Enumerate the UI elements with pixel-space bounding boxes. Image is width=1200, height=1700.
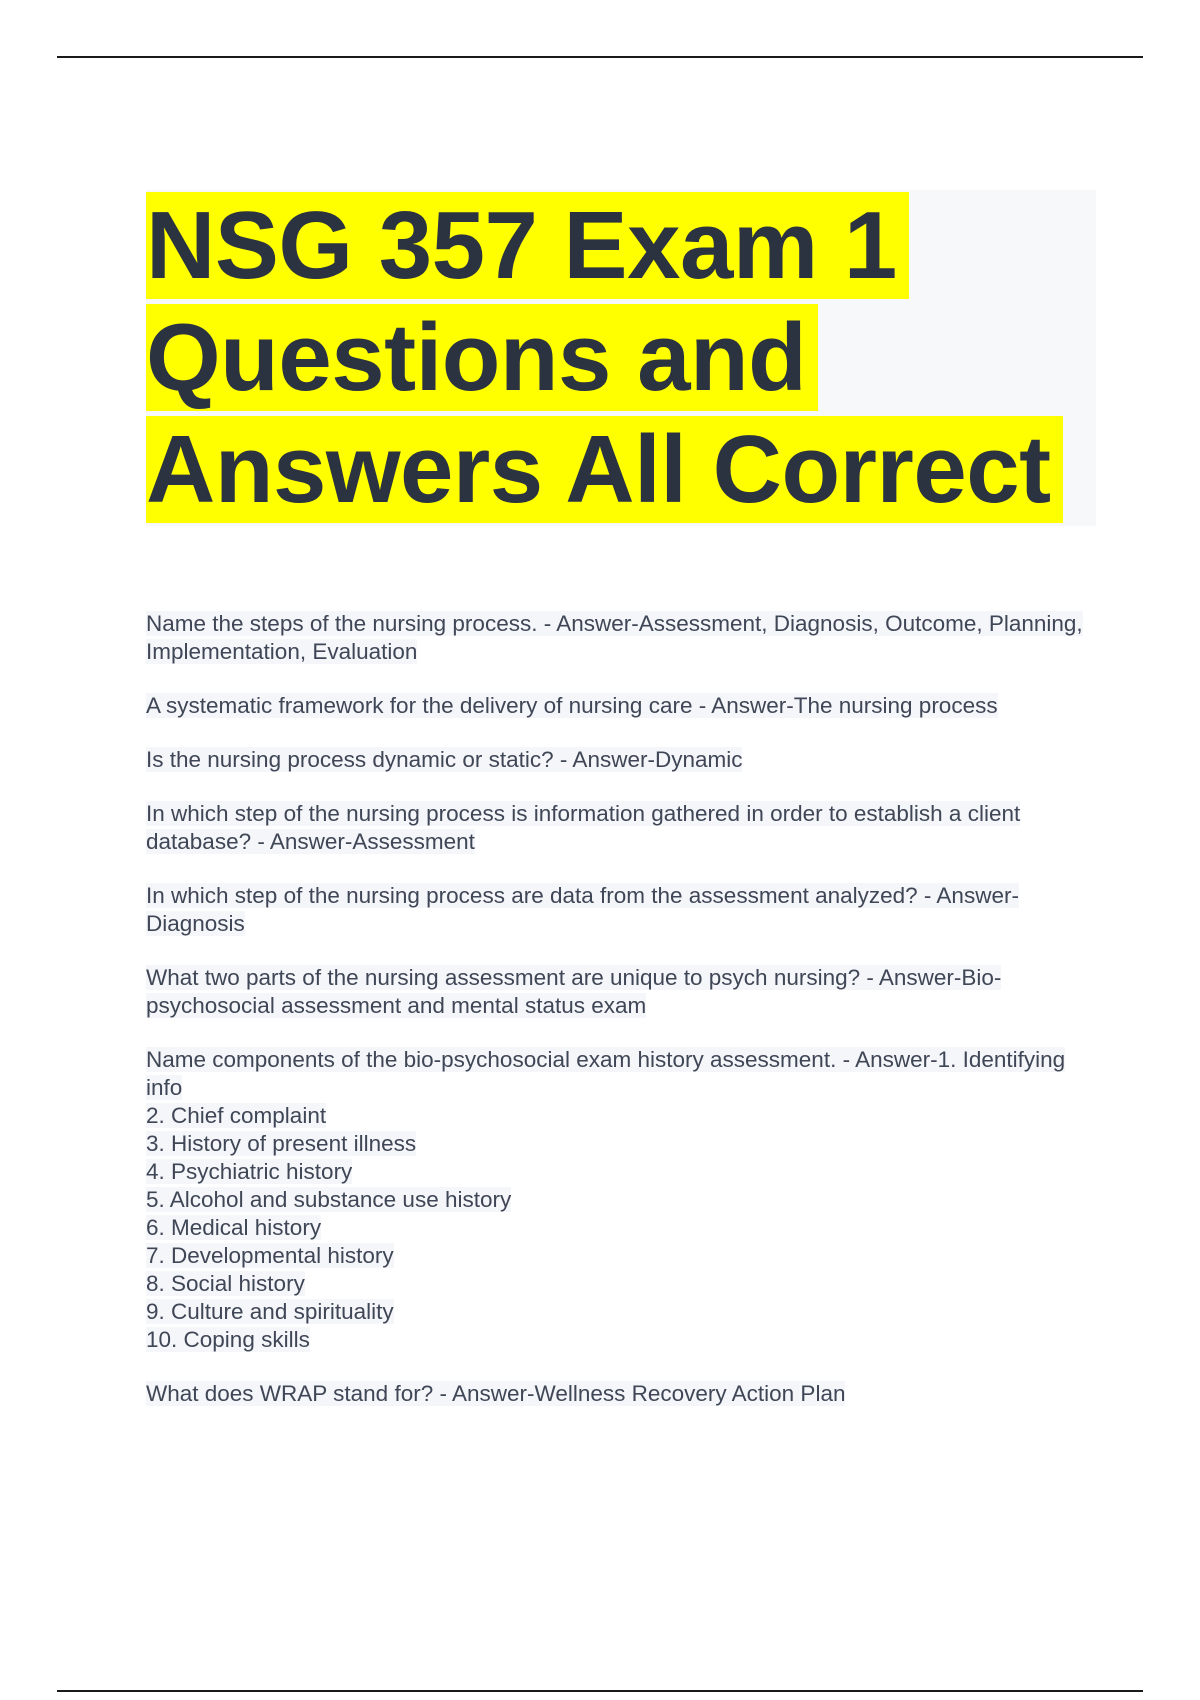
qa-text: A systematic framework for the delivery of nursing care - Answer-The nursing process [146,693,998,718]
qa-item [146,964,1096,1020]
qa-item [146,610,1096,666]
qa-text: What does WRAP stand for? - Answer-Wellness Recovery Action Plan [146,1381,846,1406]
qa-text: Name components of the bio-psychosocial exam history assessment. - Answer-1. Identifying info 2. Chief complaint 3. History of present illness 4. Psychiatric history 5. Alcohol and substance use history 6. Medical history 7. Developmental history 8. Social history 9. Culture and spirituality 10. Coping skills [146,1047,1066,1352]
title-line-3: Answers All Correct [146,416,1063,523]
qa-text: What two parts of the nursing assessment are unique to psych nursing? - Answer-Bio-psychosocial assessment and mental status exam [146,965,1002,1018]
title-line-1: NSG 357 Exam 1 [146,192,909,299]
title-line-2: Questions and [146,304,818,411]
qa-item [146,692,1096,720]
qa-item [146,800,1096,856]
qa-text: In which step of the nursing process are data from the assessment analyzed? - Answer-Diagnosis [146,883,1019,936]
qa-text: Name the steps of the nursing process. - Answer-Assessment, Diagnosis, Outcome, Planning, Implementation, Evaluation [146,611,1083,664]
qa-item [146,1046,1096,1354]
qa-text: Is the nursing process dynamic or static? - Answer-Dynamic [146,747,743,772]
title-block [146,190,1096,526]
qa-list [146,610,1096,1434]
document-title [146,190,1096,526]
qa-item [146,1380,1096,1408]
bottom-rule [57,1690,1143,1692]
top-rule [57,56,1143,58]
qa-item [146,882,1096,938]
qa-item [146,746,1096,774]
qa-text: In which step of the nursing process is information gathered in order to establish a client database? - Answer-Assessment [146,801,1021,854]
